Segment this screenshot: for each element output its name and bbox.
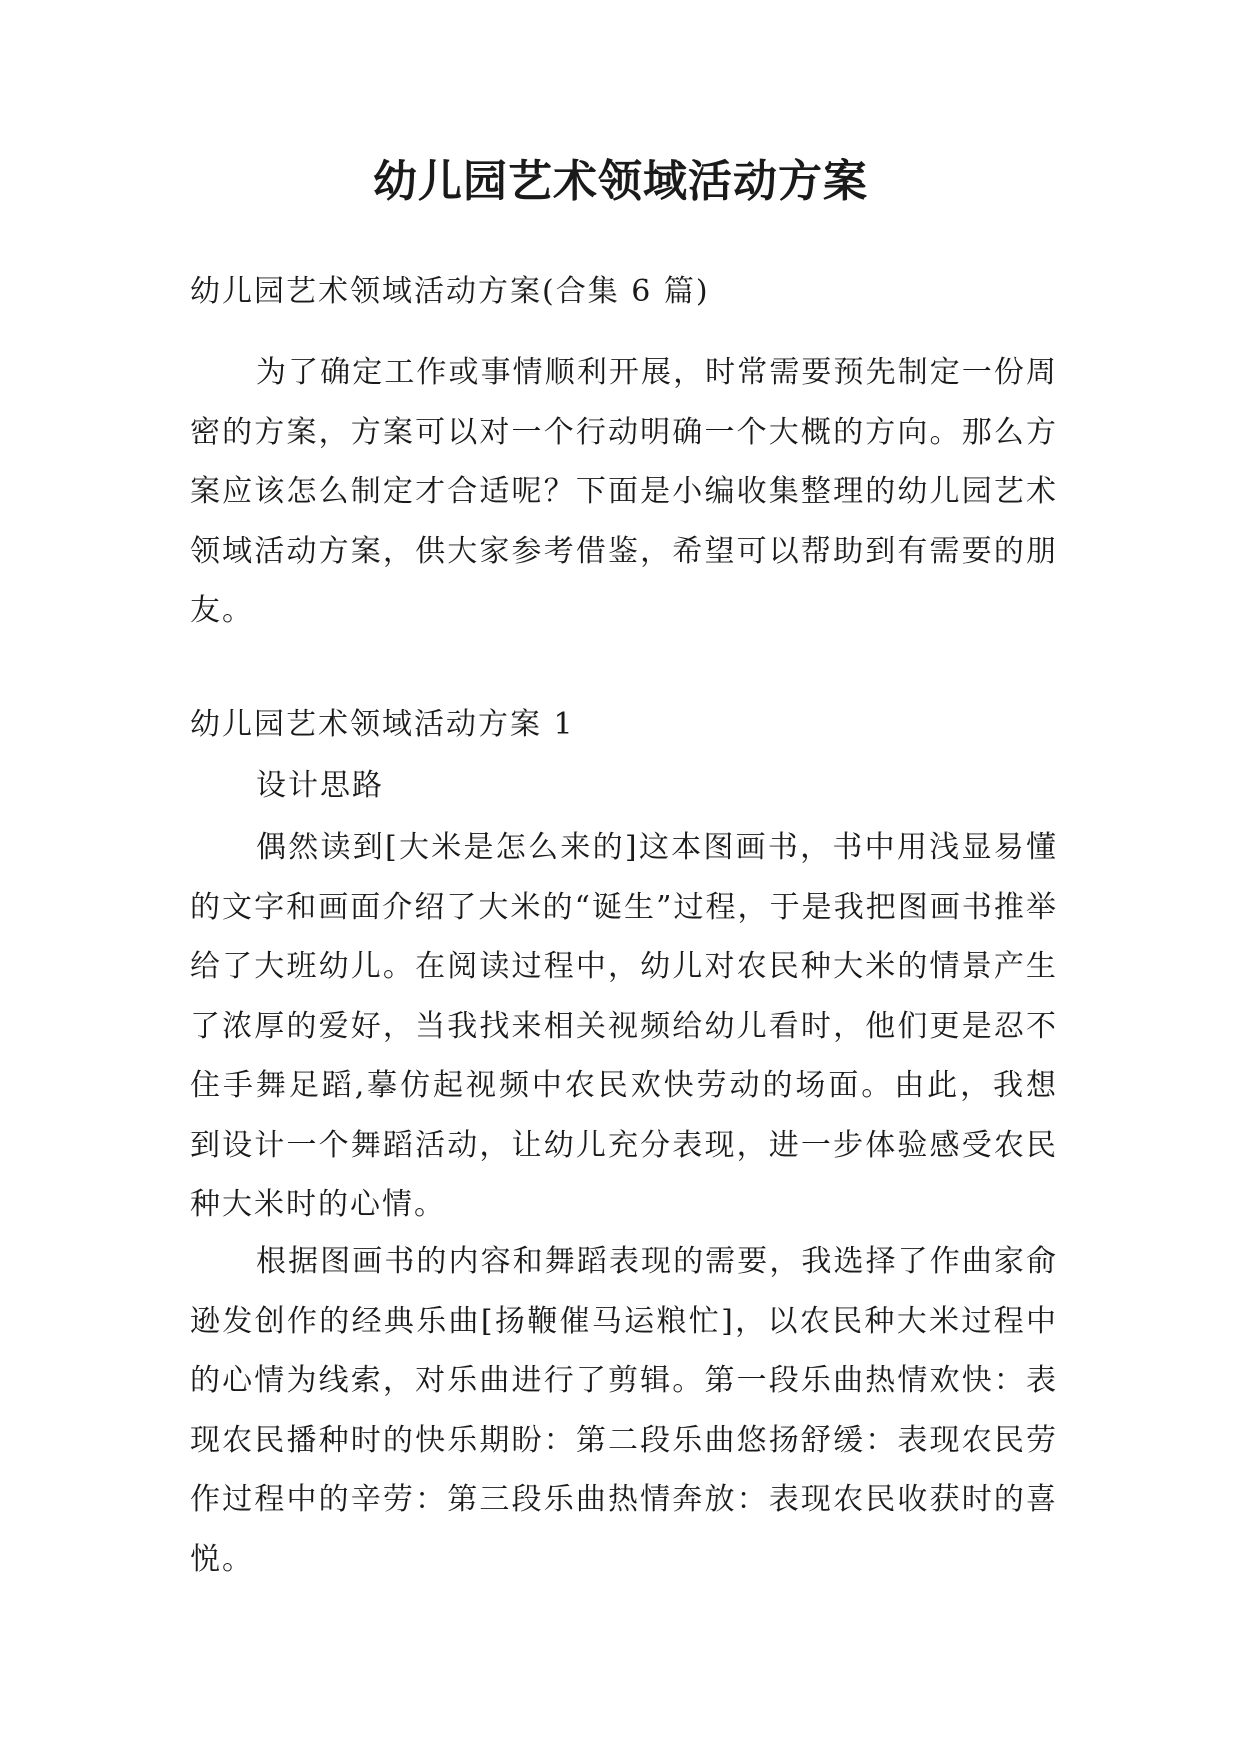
design-label: 设计思路 xyxy=(256,768,384,803)
document-subtitle: 幼儿园艺术领域活动方案(合集 6 篇) xyxy=(190,274,710,309)
body-paragraph: 偶然读到[大米是怎么来的]这本图画书，书中用浅显易懂的文字和画面介绍了大米的“诞生”过程，于是我把图画书推举给了大班幼儿。在阅读过程中，幼儿对农民种大米的情景产生了浓厚的爱好，当我找来相关视频给幼儿看时，他们更是忍不住手舞足蹈,摹仿起视频中农民欢快劳动的场面。由此，我想到设计一个舞蹈活动，让幼儿充分表现，进一步体验感受农民种大米时的心情。 xyxy=(190,830,1058,1222)
section-title: 幼儿园艺术领域活动方案 1 xyxy=(190,707,575,742)
document-title: 幼儿园艺术领域活动方案 xyxy=(373,156,868,207)
intro-paragraph: 为了确定工作或事情顺利开展，时常需要预先制定一份周密的方案，方案可以对一个行动明确一个大概的方向。那么方案应该怎么制定才合适呢？下面是小编收集整理的幼儿园艺术领域活动方案，供大家参考借鉴，希望可以帮助到有需要的朋友。 xyxy=(190,355,1058,628)
body-paragraph: 根据图画书的内容和舞蹈表现的需要，我选择了作曲家俞逊发创作的经典乐曲[扬鞭催马运粮忙]，以农民种大米过程中的心情为线索，对乐曲进行了剪辑。第一段乐曲热情欢快：表现农民播种时的快乐期盼：第二段乐曲悠扬舒缓：表现农民劳作过程中的辛劳：第三段乐曲热情奔放：表现农民收获时的喜悦。 xyxy=(190,1244,1058,1577)
